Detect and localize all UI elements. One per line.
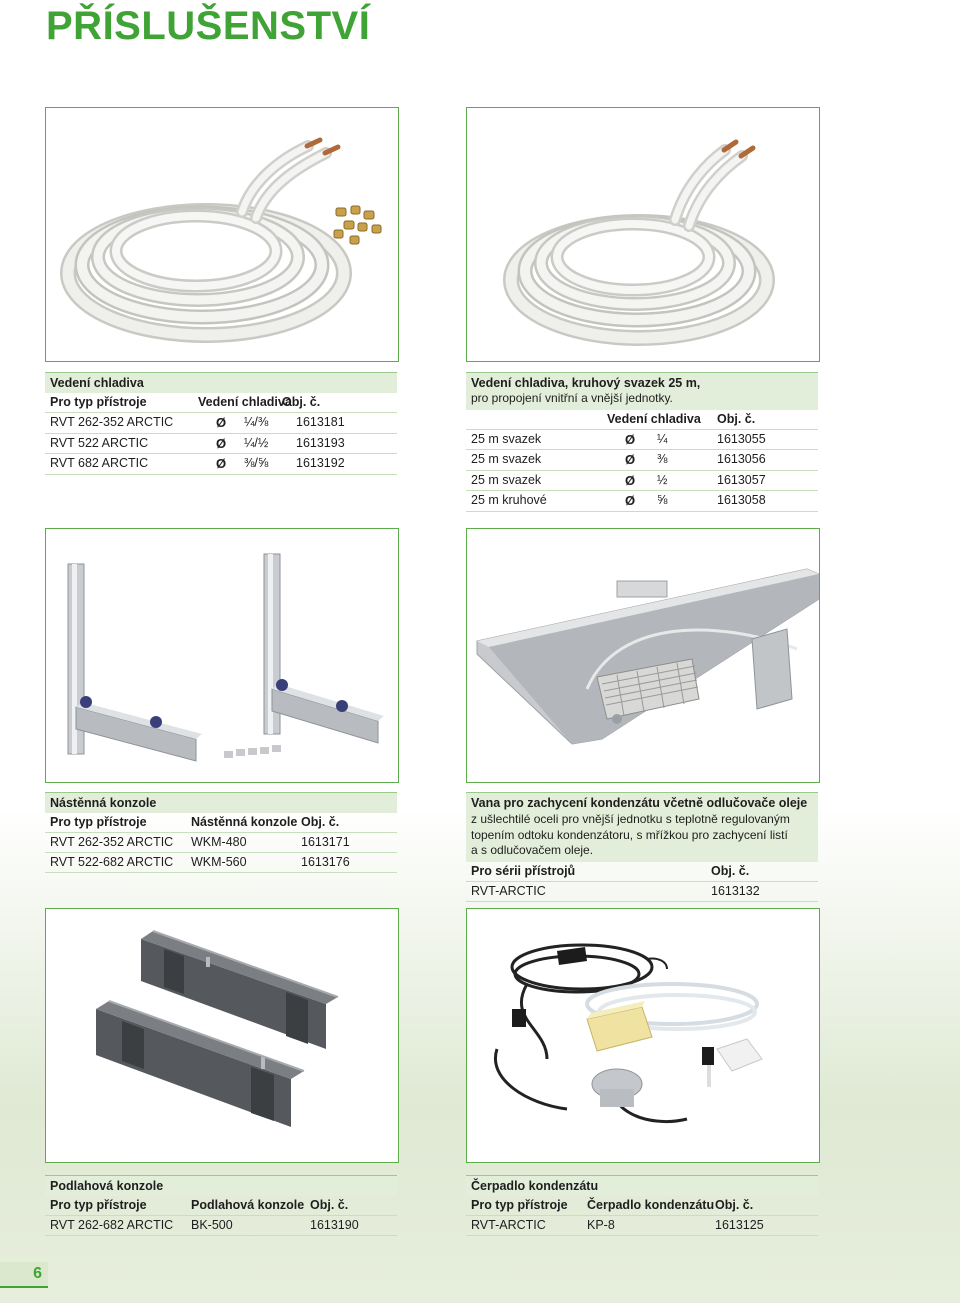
wall-bracket-table bbox=[45, 792, 397, 873]
description-line: topením odtoku kondenzátoru, s mřížkou pro zachycení listí bbox=[471, 827, 788, 842]
floor-bracket-photo bbox=[45, 908, 399, 1163]
floor-bracket-table bbox=[45, 1175, 397, 1236]
diameter-symbol: Ø bbox=[625, 452, 636, 468]
table-row bbox=[45, 413, 397, 434]
device-type: RVT 682 ARCTIC bbox=[50, 456, 149, 471]
order-number: 1613125 bbox=[715, 1218, 764, 1232]
table-row bbox=[466, 882, 818, 902]
column-header: Podlahová konzole bbox=[191, 1198, 305, 1212]
column-header: Nástěnná konzole bbox=[191, 815, 298, 829]
section-title: Vedení chladiva, kruhový svazek 25 m, bbox=[466, 372, 818, 391]
table-row bbox=[45, 454, 397, 475]
order-number: 1613192 bbox=[296, 456, 345, 471]
table-row bbox=[45, 853, 397, 873]
description-line: z ušlechtilé oceli pro vnější jednotku s teplotně regulovaným bbox=[471, 812, 790, 826]
diameter-symbol: Ø bbox=[625, 493, 636, 509]
diameter-symbol: Ø bbox=[216, 456, 227, 472]
table-row bbox=[466, 471, 818, 492]
device-type: RVT 522-682 ARCTIC bbox=[50, 855, 174, 869]
coil-label: 25 m svazek bbox=[471, 452, 542, 467]
column-header: Pro typ přístroje bbox=[50, 1198, 147, 1212]
table-row bbox=[466, 1216, 818, 1236]
coil-label: 25 m svazek bbox=[471, 431, 542, 446]
device-type: RVT-ARCTIC bbox=[471, 1218, 546, 1232]
model: KP-8 bbox=[587, 1218, 615, 1232]
device-type: RVT 262-352 ARCTIC bbox=[50, 835, 174, 849]
device-type: RVT 522 ARCTIC bbox=[50, 435, 149, 450]
order-number: 1613057 bbox=[717, 472, 766, 487]
column-header: Pro typ přístroje bbox=[50, 395, 147, 409]
table-row bbox=[45, 833, 397, 853]
condensate-pump-image bbox=[467, 909, 819, 1162]
table-row bbox=[466, 450, 818, 471]
column-header: Vedení chladiva bbox=[607, 411, 701, 426]
page-number-underline bbox=[0, 1286, 48, 1288]
device-type: RVT 262-352 ARCTIC bbox=[50, 415, 174, 429]
floor-bracket-image bbox=[46, 909, 398, 1162]
model: WKM-560 bbox=[191, 855, 247, 869]
diameter-symbol: Ø bbox=[216, 435, 227, 451]
pipe-size: ⅜/⅝ bbox=[244, 456, 269, 471]
pipe-coil-image bbox=[467, 108, 819, 361]
table-header bbox=[466, 862, 818, 882]
pipe-size: ¼ bbox=[657, 431, 668, 446]
diameter-symbol: Ø bbox=[625, 431, 636, 447]
table-header bbox=[466, 1196, 818, 1216]
diameter-symbol: Ø bbox=[216, 415, 227, 430]
table-header bbox=[45, 1196, 397, 1216]
condensate-tray-image bbox=[467, 529, 819, 782]
condensate-pump-table bbox=[466, 1175, 818, 1236]
column-header: Obj. č. bbox=[717, 411, 756, 426]
order-number: 1613171 bbox=[301, 835, 350, 849]
table-row bbox=[466, 491, 818, 512]
wall-bracket-image bbox=[46, 529, 398, 782]
wall-bracket-photo bbox=[45, 528, 399, 783]
coil-label: 25 m svazek bbox=[471, 472, 542, 487]
section-title: Podlahová konzole bbox=[45, 1175, 397, 1196]
device-series: RVT-ARCTIC bbox=[471, 883, 546, 898]
refrigerant-lines-photo bbox=[45, 107, 399, 362]
column-header: Pro sérii přístrojů bbox=[471, 863, 576, 878]
model: BK-500 bbox=[191, 1218, 233, 1232]
order-number: 1613132 bbox=[711, 883, 760, 898]
refrigerant-coil-photo bbox=[466, 107, 820, 362]
column-header: Obj. č. bbox=[715, 1198, 754, 1212]
table-row bbox=[466, 430, 818, 451]
model: WKM-480 bbox=[191, 835, 247, 849]
order-number: 1613181 bbox=[296, 415, 345, 429]
order-number: 1613055 bbox=[717, 431, 766, 446]
section-description: pro propojení vnitřní a vnější jednotky. bbox=[466, 391, 818, 410]
table-header bbox=[466, 410, 818, 430]
coil-label: 25 m kruhové bbox=[471, 493, 547, 508]
pipe-size: ⅝ bbox=[657, 493, 668, 508]
table-row bbox=[45, 1216, 397, 1236]
page-title: PŘÍSLUŠENSTVÍ bbox=[46, 4, 371, 48]
page-number: 6 bbox=[33, 1265, 42, 1282]
pipe-size: ¼/½ bbox=[244, 435, 269, 450]
description-line: a s odlučovačem oleje. bbox=[471, 843, 594, 858]
column-header: Obj. č. bbox=[310, 1198, 349, 1212]
section-title: Čerpadlo kondenzátu bbox=[466, 1175, 818, 1196]
table-row bbox=[45, 434, 397, 455]
device-type: RVT 262-682 ARCTIC bbox=[50, 1218, 174, 1232]
refrigerant-coil-table bbox=[466, 372, 818, 512]
order-number: 1613190 bbox=[310, 1218, 359, 1232]
order-number: 1613058 bbox=[717, 493, 766, 508]
condensate-tray-table bbox=[466, 792, 818, 902]
pipe-coil-image bbox=[46, 108, 398, 361]
column-header: Čerpadlo kondenzátu bbox=[587, 1198, 715, 1212]
order-number: 1613176 bbox=[301, 855, 350, 869]
section-title: Vana pro zachycení kondenzátu včetně odlučovače oleje bbox=[466, 792, 818, 812]
column-header: Pro typ přístroje bbox=[50, 815, 147, 829]
pipe-size: ⅜ bbox=[657, 452, 668, 467]
condensate-pump-photo bbox=[466, 908, 820, 1163]
pipe-size: ½ bbox=[657, 472, 668, 487]
section-description bbox=[466, 812, 818, 862]
diameter-symbol: Ø bbox=[625, 472, 636, 488]
pipe-size: ¼/⅜ bbox=[244, 415, 269, 429]
table-header bbox=[45, 813, 397, 833]
column-header: Obj. č. bbox=[301, 815, 340, 829]
section-title: Nástěnná konzole bbox=[45, 792, 397, 813]
refrigerant-lines-table bbox=[45, 372, 397, 475]
page-number-tab bbox=[0, 1262, 48, 1288]
section-title: Vedení chladiva bbox=[45, 372, 397, 393]
order-number: 1613193 bbox=[296, 435, 345, 450]
order-number: 1613056 bbox=[717, 452, 766, 467]
table-header bbox=[45, 393, 397, 413]
column-header: Vedení chladiva bbox=[198, 395, 292, 409]
condensate-tray-photo bbox=[466, 528, 820, 783]
column-header: Obj. č. bbox=[711, 863, 750, 878]
column-header: Pro typ přístroje bbox=[471, 1198, 568, 1212]
column-header: Obj. č. bbox=[282, 395, 321, 409]
